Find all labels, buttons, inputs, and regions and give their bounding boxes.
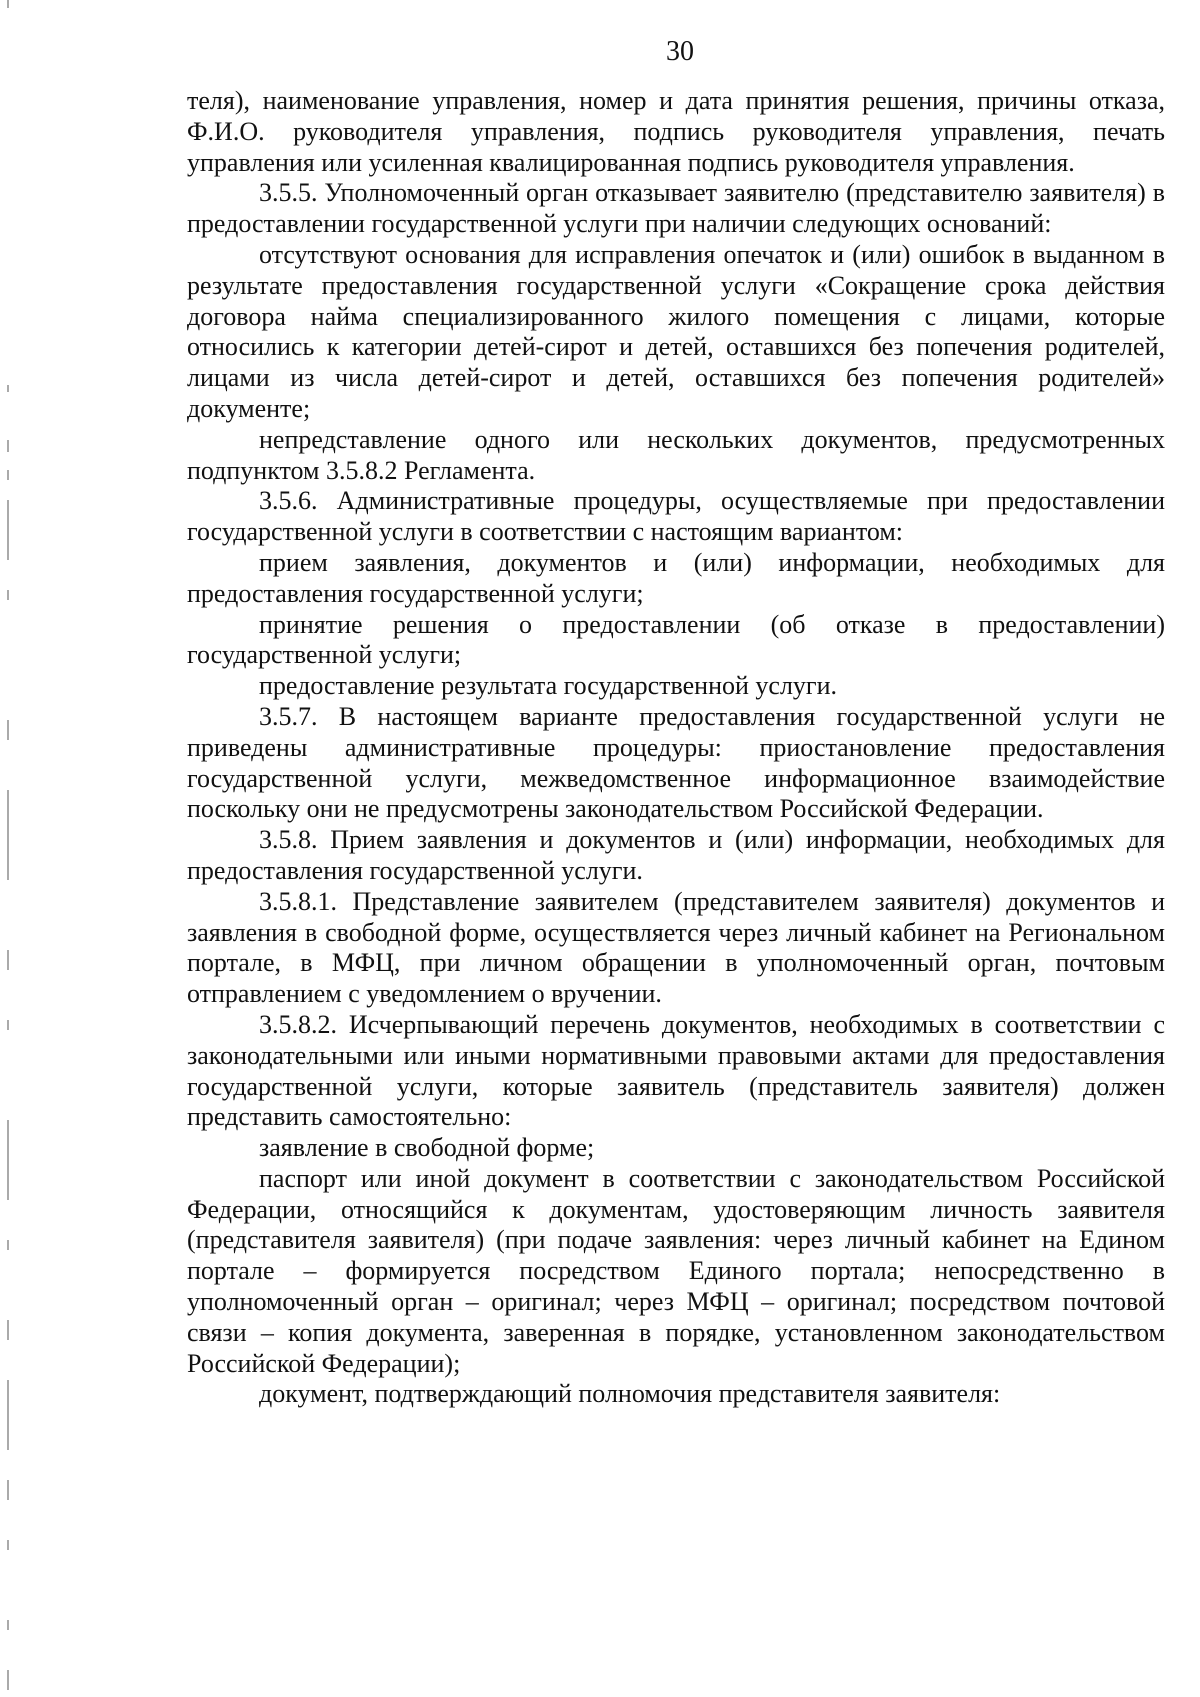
paragraph: принятие решения о предоставлении (об отказе в предоставлении) государственной услуги; bbox=[187, 609, 1165, 670]
paragraph: документ, подтверждающий полномочия представителя заявителя: bbox=[259, 1379, 1001, 1409]
paragraph: предоставление результата государственной услуги. bbox=[259, 671, 838, 701]
paragraph: заявление в свободной форме; bbox=[259, 1133, 595, 1163]
paragraph: непредставление одного или нескольких документов, предусмотренных подпунктом 3.5.8.2 Регламента. bbox=[187, 424, 1165, 485]
paragraph: 3.5.8. Прием заявления и документов и (или) информации, необходимых для предоставления государственной услуги. bbox=[187, 825, 1165, 885]
paragraph: прием заявления, документов и (или) информации, необходимых для предоставления государственной услуги; bbox=[187, 547, 1165, 608]
page-number: 30 bbox=[666, 36, 694, 67]
scan-margin-marks bbox=[0, 0, 20, 1697]
paragraph: 3.5.8.2. Исчерпывающий перечень документов, необходимых в соответствии с законодательными или иными нормативными правовыми актами для предоставления государственной услуги, которые заявитель (представитель заявителя) должен представить самостоятельно: bbox=[187, 1009, 1165, 1132]
paragraph: 3.5.8.1. Представление заявителем (представителем заявителя) документов и заявления в свободной форме, осуществляется через личный кабинет на Региональном портале, в МФЦ, при личном обращении в уполномоченный орган, почтовым отправлением с уведомлением о вручении. bbox=[187, 886, 1165, 1009]
paragraph: теля), наименование управления, номер и дата принятия решения, причины отказа, Ф.И.О. руководителя управления, подпись руководителя управления, печать управления или усиленная квалицированная подпись руководителя управления. bbox=[187, 86, 1165, 177]
paragraph: 3.5.7. В настоящем варианте предоставления государственной услуги не приведены административные процедуры: приостановление предоставления государственной услуги, межведомственное информационное взаимодействие поскольку они не предусмотрены законодательством Российской Федерации. bbox=[187, 701, 1165, 824]
scan-artifact-icon bbox=[0, 0, 20, 1697]
paragraph: 3.5.6. Административные процедуры, осуществляемые при предоставлении государственной услуги в соответствии с настоящим вариантом: bbox=[187, 486, 1165, 547]
paragraph: паспорт или иной документ в соответствии с законодательством Российской Федерации, относящийся к документам, удостоверяющим личность заявителя (представителя заявителя) (при подаче заявления: через личный кабинет на Едином портале – формируется посредством Единого портала; непосредственно в уполномоченный орган – оригинал; через МФЦ – оригинал; посредством почтовой связи – копия документа, заверенная в порядке, установленном законодательством Российской Федерации); bbox=[187, 1163, 1165, 1378]
paragraph: 3.5.5. Уполномоченный орган отказывает заявителю (представителю заявителя) в предоставлении государственной услуги при наличии следующих оснований: bbox=[187, 178, 1165, 239]
document-body bbox=[187, 86, 1165, 1410]
paragraph: отсутствуют основания для исправления опечаток и (или) ошибок в выданном в результате предоставления государственной услуги «Сокращение срока действия договора найма специализированного жилого помещения с лицами, которые относились к категории детей-сирот и детей, оставшихся без попечения родителей, лицами из числа детей-сирот и детей, оставшихся без попечения родителей» документе; bbox=[187, 239, 1165, 423]
